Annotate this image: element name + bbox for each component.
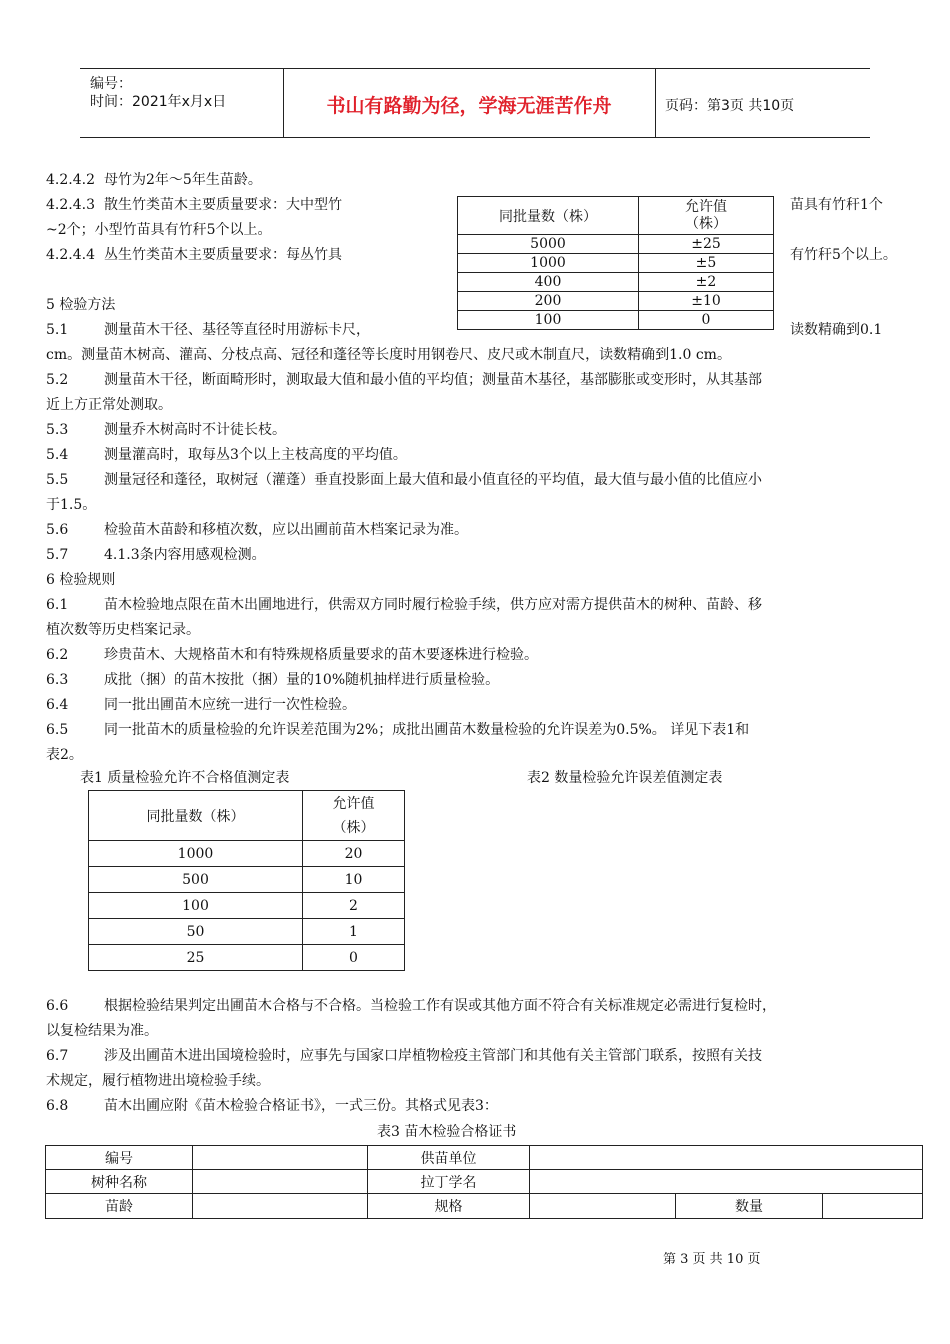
table3-cell [530,1146,923,1170]
para-6-5-cont: 表2。 [46,747,83,763]
table-cell: 10 [303,867,405,893]
table-cell: 25 [89,945,303,971]
table3-cell [823,1194,923,1219]
para-5-1: 5.1 测量苗木干径、基径等直径时用游标卡尺， [46,322,370,338]
header-motto: 书山有路勤为径，学海无涯苦作舟 [326,95,612,117]
table1-header-allow: 允许值 （株） [303,791,405,841]
para-5-2: 5.2 测量苗木干径，断面畸形时，测取最大值和最小值的平均值；测量苗木基径，基部膨胀或变形时，从其基部 [46,372,762,388]
table3-label-number: 编号 [46,1146,193,1170]
para-6-1-cont: 植次数等历史档案记录。 [46,622,200,638]
para-5-3: 5.3 测量乔木树高时不计徒长枝。 [46,422,286,438]
section-5-heading: 5 检验方法 [46,297,116,313]
para-5-5-cont: 于1.5。 [46,497,97,513]
para-4-2-4-3-right: 苗具有竹秆1个 [790,197,883,213]
para-6-7: 6.7 涉及出圃苗木进出国境检验时，应事先与国家口岸植物检疫主管部门和其他有关主管部门联系，按照有关技 [46,1048,762,1064]
table3-label-quantity: 数量 [676,1194,823,1219]
para-6-4: 6.4 同一批出圃苗木应统一进行一次性检验。 [46,697,356,713]
header-time: 时间：2021年x月x日 [90,94,227,110]
table-cell: ±5 [639,254,774,273]
float-table [457,196,774,330]
table3-label-spec: 规格 [368,1194,530,1219]
table-cell: 20 [303,841,405,867]
table-cell: 50 [89,919,303,945]
table3-caption: 表3 苗木检验合格证书 [377,1124,517,1140]
table3-label-species: 树种名称 [46,1170,193,1194]
para-5-1-cont: cm。测量苗木树高、灌高、分枝点高、冠径和蓬径等长度时用钢卷尺、皮尺或木制直尺，读数精确到1.0 cm。 [46,347,731,363]
table-cell: 100 [458,311,639,330]
table2-caption: 表2 数量检验允许误差值测定表 [527,770,723,786]
table3-cell [193,1194,368,1219]
table3 [45,1145,923,1219]
header-divider [655,69,656,137]
table-cell: 0 [303,945,405,971]
header-page-label: 页码：第3页 共10页 [665,98,795,114]
para-5-4: 5.4 测量灌高时，取每丛3个以上主枝高度的平均值。 [46,447,407,463]
para-5-1-right: 读数精确到0.1 [790,322,883,338]
table-cell: 100 [89,893,303,919]
table-cell: 1000 [89,841,303,867]
para-6-5: 6.5 同一批苗木的质量检验的允许误差范围为2%；成批出圃苗木数量检验的允许误差为0.5%。 详见下表1和 [46,722,750,738]
para-4-2-4-3: 4.2.4.3 散生竹类苗木主要质量要求：大中型竹 [46,197,342,213]
table-cell: 200 [458,292,639,311]
para-6-3: 6.3 成批（捆）的苗木按批（捆）量的10%随机抽样进行质量检验。 [46,672,500,688]
table-cell: 1 [303,919,405,945]
table3-label-age: 苗龄 [46,1194,193,1219]
table-cell: ±25 [639,235,774,254]
para-6-1: 6.1 苗木检验地点限在苗木出圃地进行，供需双方同时履行检验手续，供方应对需方提供苗木的树种、苗龄、移 [46,597,762,613]
table1-header-qty: 同批量数（株） [89,791,303,841]
table1 [88,790,405,971]
header-number-label: 编号： [90,76,132,92]
para-6-6-cont: 以复检结果为准。 [46,1023,158,1039]
para-5-6: 5.6 检验苗木苗龄和移植次数，应以出圃前苗木档案记录为准。 [46,522,468,538]
para-6-6: 6.6 根据检验结果判定出圃苗木合格与不合格。当检验工作有误或其他方面不符合有关标准规定必需进行复检时， [46,998,776,1014]
table-cell: 0 [639,311,774,330]
para-4-2-4-4: 4.2.4.4 丛生竹类苗木主要质量要求：每丛竹具 [46,247,342,263]
float-table-header-allow: 允许值 （株） [639,197,774,235]
table-cell: ±10 [639,292,774,311]
para-5-7: 5.7 4.1.3条内容用感观检测。 [46,547,266,563]
section-6-heading: 6 检验规则 [46,572,116,588]
table3-label-latin: 拉丁学名 [368,1170,530,1194]
table-cell: 400 [458,273,639,292]
float-table-header-qty: 同批量数（株） [458,197,639,235]
table3-cell [530,1194,676,1219]
para-5-2-cont: 近上方正常处测取。 [46,397,172,413]
table3-cell [530,1170,923,1194]
para-4-2-4-4-right: 有竹秆5个以上。 [790,247,897,263]
para-5-5: 5.5 测量冠径和蓬径，取树冠（灌蓬）垂直投影面上最大值和最小值直径的平均值，最大值与最小值的比值应小 [46,472,762,488]
table-cell: 1000 [458,254,639,273]
page-header [80,68,870,138]
table-cell: 500 [89,867,303,893]
para-6-2: 6.2 珍贵苗木、大规格苗木和有特殊规格质量要求的苗木要逐株进行检验。 [46,647,538,663]
table3-cell [193,1146,368,1170]
table-cell: 2 [303,893,405,919]
para-4-2-4-3-cont: ~2个；小型竹苗具有竹秆5个以上。 [46,222,272,238]
para-6-8: 6.8 苗木出圃应附《苗木检验合格证书》，一式三份。其格式见表3： [46,1098,498,1114]
table1-caption: 表1 质量检验允许不合格值测定表 [80,770,290,786]
para-6-7-cont: 术规定，履行植物进出境检验手续。 [46,1073,270,1089]
table3-cell [193,1170,368,1194]
table-cell: ±2 [639,273,774,292]
table-cell: 5000 [458,235,639,254]
table3-label-supplier: 供苗单位 [368,1146,530,1170]
para-4-2-4-2: 4.2.4.2 母竹为2年～5年生苗龄。 [46,172,262,188]
page-footer: 第 3 页 共 10 页 [663,1252,761,1267]
